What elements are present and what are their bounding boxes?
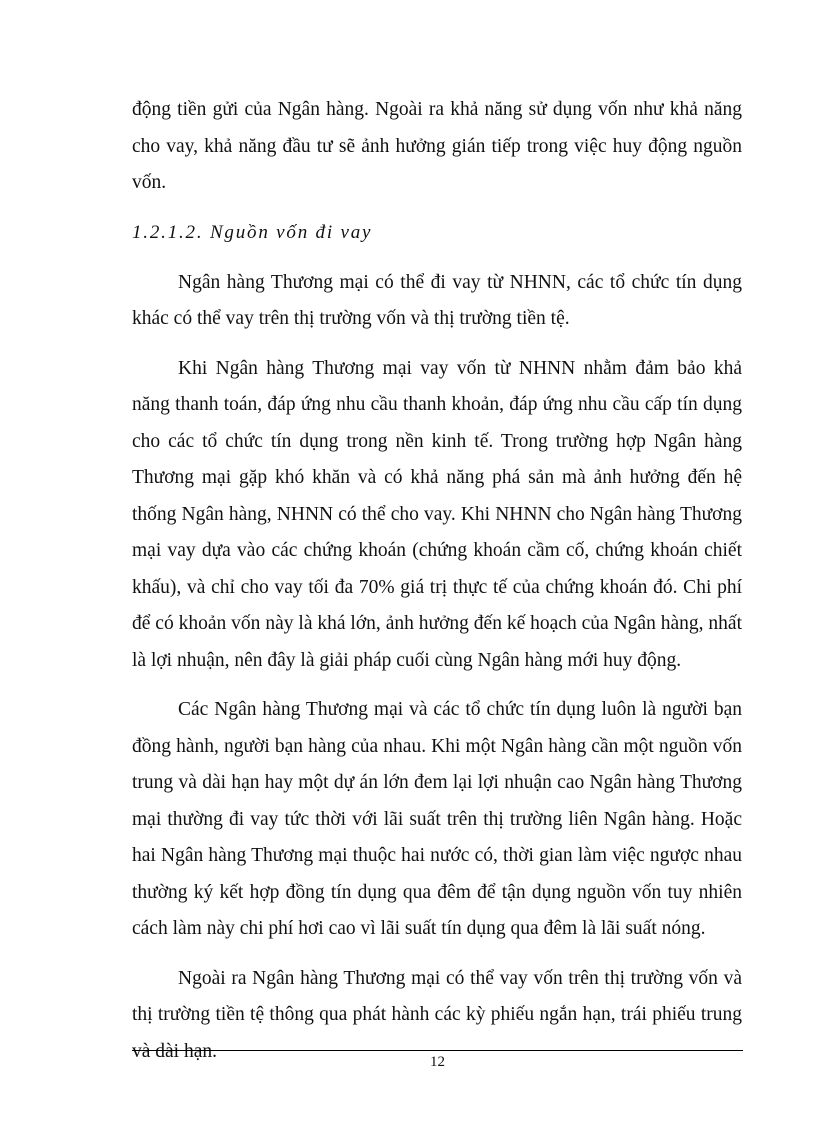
paragraph-interbank-loans: Các Ngân hàng Thương mại và các tổ chức tín dụng luôn là người bạn đồng hành, người bạn hàng của nhau. Khi một Ngân hàng cần một nguồn vốn trung và dài hạn hay một dự án lớn đem lại lợi nhuận cao Ngân hàng Thương mại thường đi vay tức thời với lãi suất trên thị trường liên Ngân hàng. Hoặc hai Ngân hàng Thương mại thuộc hai nước có, thời gian làm việc ngược nhau thường ký kết hợp đồng tín dụng qua đêm để tận dụng nguồn vốn tuy nhiên cách làm này chi phí hơi cao vì lãi suất tín dụng qua đêm là lãi suất nóng.: [132, 699, 742, 939]
paragraph-market-issuance: Ngoài ra Ngân hàng Thương mại có thể vay vốn trên thị trường vốn và thị trường tiền tệ thông qua phát hành các kỳ phiếu ngắn hạn, trái phiếu trung và dài hạn.: [132, 967, 742, 1062]
paragraph-continuation: động tiền gửi của Ngân hàng. Ngoài ra khả năng sử dụng vốn như khả năng cho vay, khả năng đầu tư sẽ ảnh hưởng gián tiếp trong việc huy động nguồn vốn.: [132, 99, 742, 193]
footer-divider: [132, 1050, 743, 1051]
section-heading: 1.2.1.2. Nguồn vốn đi vay: [132, 221, 373, 243]
document-body: [132, 92, 742, 1083]
paragraph-central-bank-loans: Khi Ngân hàng Thương mại vay vốn từ NHNN nhằm đảm bảo khả năng thanh toán, đáp ứng nhu cầu thanh khoản, đáp ứng nhu cầu cấp tín dụng cho các tổ chức tín dụng trong nền kinh tế. Trong trường hợp Ngân hàng Thương mại gặp khó khăn và có khả năng phá sản mà ảnh hưởng đến hệ thống Ngân hàng, NHNN có thể cho vay. Khi NHNN cho Ngân hàng Thương mại vay dựa vào các chứng khoán (chứng khoán cầm cố, chứng khoán chiết khấu), và chỉ cho vay tối đa 70% giá trị thực tế của chứng khoán đó. Chi phí để có khoản vốn này là khá lớn, ảnh hưởng đến kế hoạch của Ngân hàng, nhất là lợi nhuận, nên đây là giải pháp cuối cùng Ngân hàng mới huy động.: [132, 357, 742, 671]
paragraph-borrowing-sources: Ngân hàng Thương mại có thể đi vay từ NHNN, các tổ chức tín dụng khác có thể vay trên thị trường vốn và thị trường tiền tệ.: [132, 271, 742, 329]
page-number: 12: [430, 1054, 445, 1070]
